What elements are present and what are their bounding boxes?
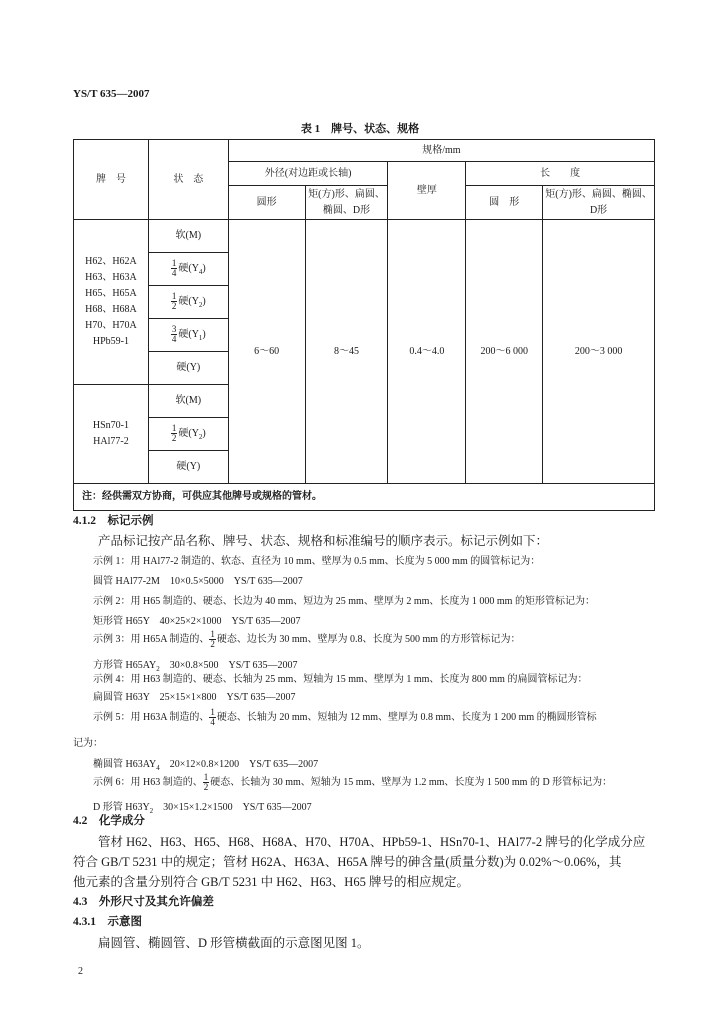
- example-6-mark: D 形管 $H63Y_2$ 30×15×1.2×1500 YS/T 635—2007: [93, 802, 312, 815]
- chem-para-line-3: 他元素的含量分别符合 GB/T 5231 中 H62、H63、H65 牌号的相应规定。: [73, 875, 469, 889]
- page-number: 2: [78, 966, 83, 977]
- grade: H62、H62A: [85, 256, 137, 267]
- temper-half-hard: $\frac{1}{2}$ 硬$(Y_2)$: [148, 418, 228, 451]
- section-4-3-1-title: 4.3.1 示意图: [73, 916, 142, 928]
- value-od-other: 8～45: [305, 220, 388, 484]
- header-len-round: 圆 形: [466, 186, 543, 220]
- value-od-round: 6～60: [228, 220, 305, 484]
- temper-soft: 软(M): [148, 220, 228, 253]
- header-len-other: 矩(方)形、扁圆、椭圆、D形: [543, 186, 655, 220]
- header-temper: 状 态: [148, 140, 228, 220]
- example-2-mark: 矩形管 H65Y 40×25×2×1000 YS/T 635—2007: [93, 616, 301, 627]
- example-5-mark: 椭圆管 $H63AY_4$ 20×12×0.8×1200 YS/T 635—2007: [93, 759, 319, 772]
- header-wall: 壁厚: [388, 162, 466, 220]
- temper-half-hard: $\frac{1}{2}$ 硬$(Y_2)$: [148, 286, 228, 319]
- grade: HSn70-1: [92, 420, 129, 431]
- temper-three-quarter-hard: $\frac{3}{4}$ 硬$(Y_1)$: [148, 319, 228, 352]
- example-2: 示例 2：用 H65 制造的、硬态、长边为 40 mm、短边为 25 mm、壁厚为 2 mm、长度为 1 000 mm 的矩形管标记为：: [93, 596, 595, 607]
- example-3: 示例 3：用 H65A 制造的、 $\frac{1}{2}$ 硬态、边长为 30 mm、壁厚为 0.8、长度为 500 mm 的方形管标记为：: [93, 629, 521, 650]
- temper-soft: 软(M): [148, 385, 228, 418]
- grade: H65、H65A: [85, 288, 137, 299]
- value-wall: 0.4～4.0: [388, 220, 466, 484]
- header-od: 外径(对边距或长轴): [228, 162, 388, 186]
- example-1: 示例 1：用 HAl77-2 制造的、软态、直径为 10 mm、壁厚为 0.5 mm、长度为 5 000 mm 的圆管标记为：: [93, 556, 541, 567]
- temper-hard: 硬(Y): [148, 352, 228, 385]
- example-4-mark: 扁圆管 H63Y 25×15×1×800 YS/T 635—2007: [93, 692, 296, 703]
- header-length: 长 度: [466, 162, 655, 186]
- section-4-1-2-title: 4.1.2 标记示例: [73, 515, 154, 527]
- table-note: 注：经供需双方协商，可供应其他牌号或规格的管材。: [74, 484, 655, 511]
- standard-number-header: YS/T 635—2007: [73, 88, 150, 100]
- table-caption: 表 1 牌号、状态、规格: [300, 123, 420, 135]
- example-1-mark: 圆管 HAl77-2M 10×0.5×5000 YS/T 635—2007: [93, 576, 303, 587]
- grade-group-2: [74, 385, 149, 484]
- grade: H63、H63A: [85, 272, 137, 283]
- example-6: 示例 6：用 H63 制造的、 $\frac{1}{2}$ 硬态、长轴为 30 mm、短轴为 15 mm、壁厚为 1.2 mm、长度为 1 500 mm 的 D 形管标记为：: [93, 772, 613, 793]
- section-4-3-title: 4.3 外形尺寸及其允许偏差: [73, 896, 214, 908]
- grade: H68、H68A: [85, 304, 137, 315]
- grade: HAl77-2: [93, 436, 129, 447]
- chem-para-line-2: 符合 GB/T 5231 中的规定；管材 H62A、H63A、H65A 牌号的砷含量(质量分数)为 0.02%～0.06%，其: [73, 855, 622, 869]
- example-4: 示例 4：用 H63 制造的、硬态、长轴为 25 mm、短轴为 15 mm、壁厚为 1 mm、长度为 800 mm 的扁圆管标记为：: [93, 674, 588, 685]
- temper-quarter-hard: $\frac{1}{4}$ 硬$(Y_4)$: [148, 253, 228, 286]
- example-3-mark: 方形管 $H65AY_2$ 30×0.8×500 YS/T 635—2007: [93, 660, 298, 673]
- chem-para-line-1: 管材 H62、H63、H65、H68、H68A、H70、H70A、HPb59-1、HSn70-1、HAl77-2 牌号的化学成分应: [98, 835, 646, 849]
- header-od-round: 圆形: [228, 186, 305, 220]
- header-spec: 规格/mm: [228, 140, 654, 162]
- example-5: 示例 5：用 H63A 制造的、 $\frac{1}{4}$ 硬态、长轴为 20 mm、短轴为 12 mm、壁厚为 0.8 mm、长度为 1 200 mm 的椭圆形管标: [93, 707, 597, 728]
- temper-hard: 硬(Y): [148, 451, 228, 484]
- grade-temper-spec-table: [73, 139, 655, 511]
- marking-intro: 产品标记按产品名称、牌号、状态、规格和标准编号的顺序表示。标记示例如下：: [98, 534, 549, 548]
- header-od-other: 矩(方)形、扁圆、椭圆、D形: [305, 186, 388, 220]
- section-4-3-1-para: 扁圆管、椭圆管、D 形管横截面的示意图见图 1。: [98, 936, 370, 950]
- header-grade: 牌 号: [74, 140, 149, 220]
- section-4-2-title: 4.2 化学成分: [73, 815, 145, 827]
- grade-group-1: [74, 220, 149, 385]
- value-len-other: 200～3 000: [543, 220, 655, 484]
- example-5-cont: 记为：: [73, 738, 103, 749]
- grade: H70、H70A: [85, 320, 137, 331]
- grade: HPb59-1: [92, 336, 129, 347]
- value-len-round: 200～6 000: [466, 220, 543, 484]
